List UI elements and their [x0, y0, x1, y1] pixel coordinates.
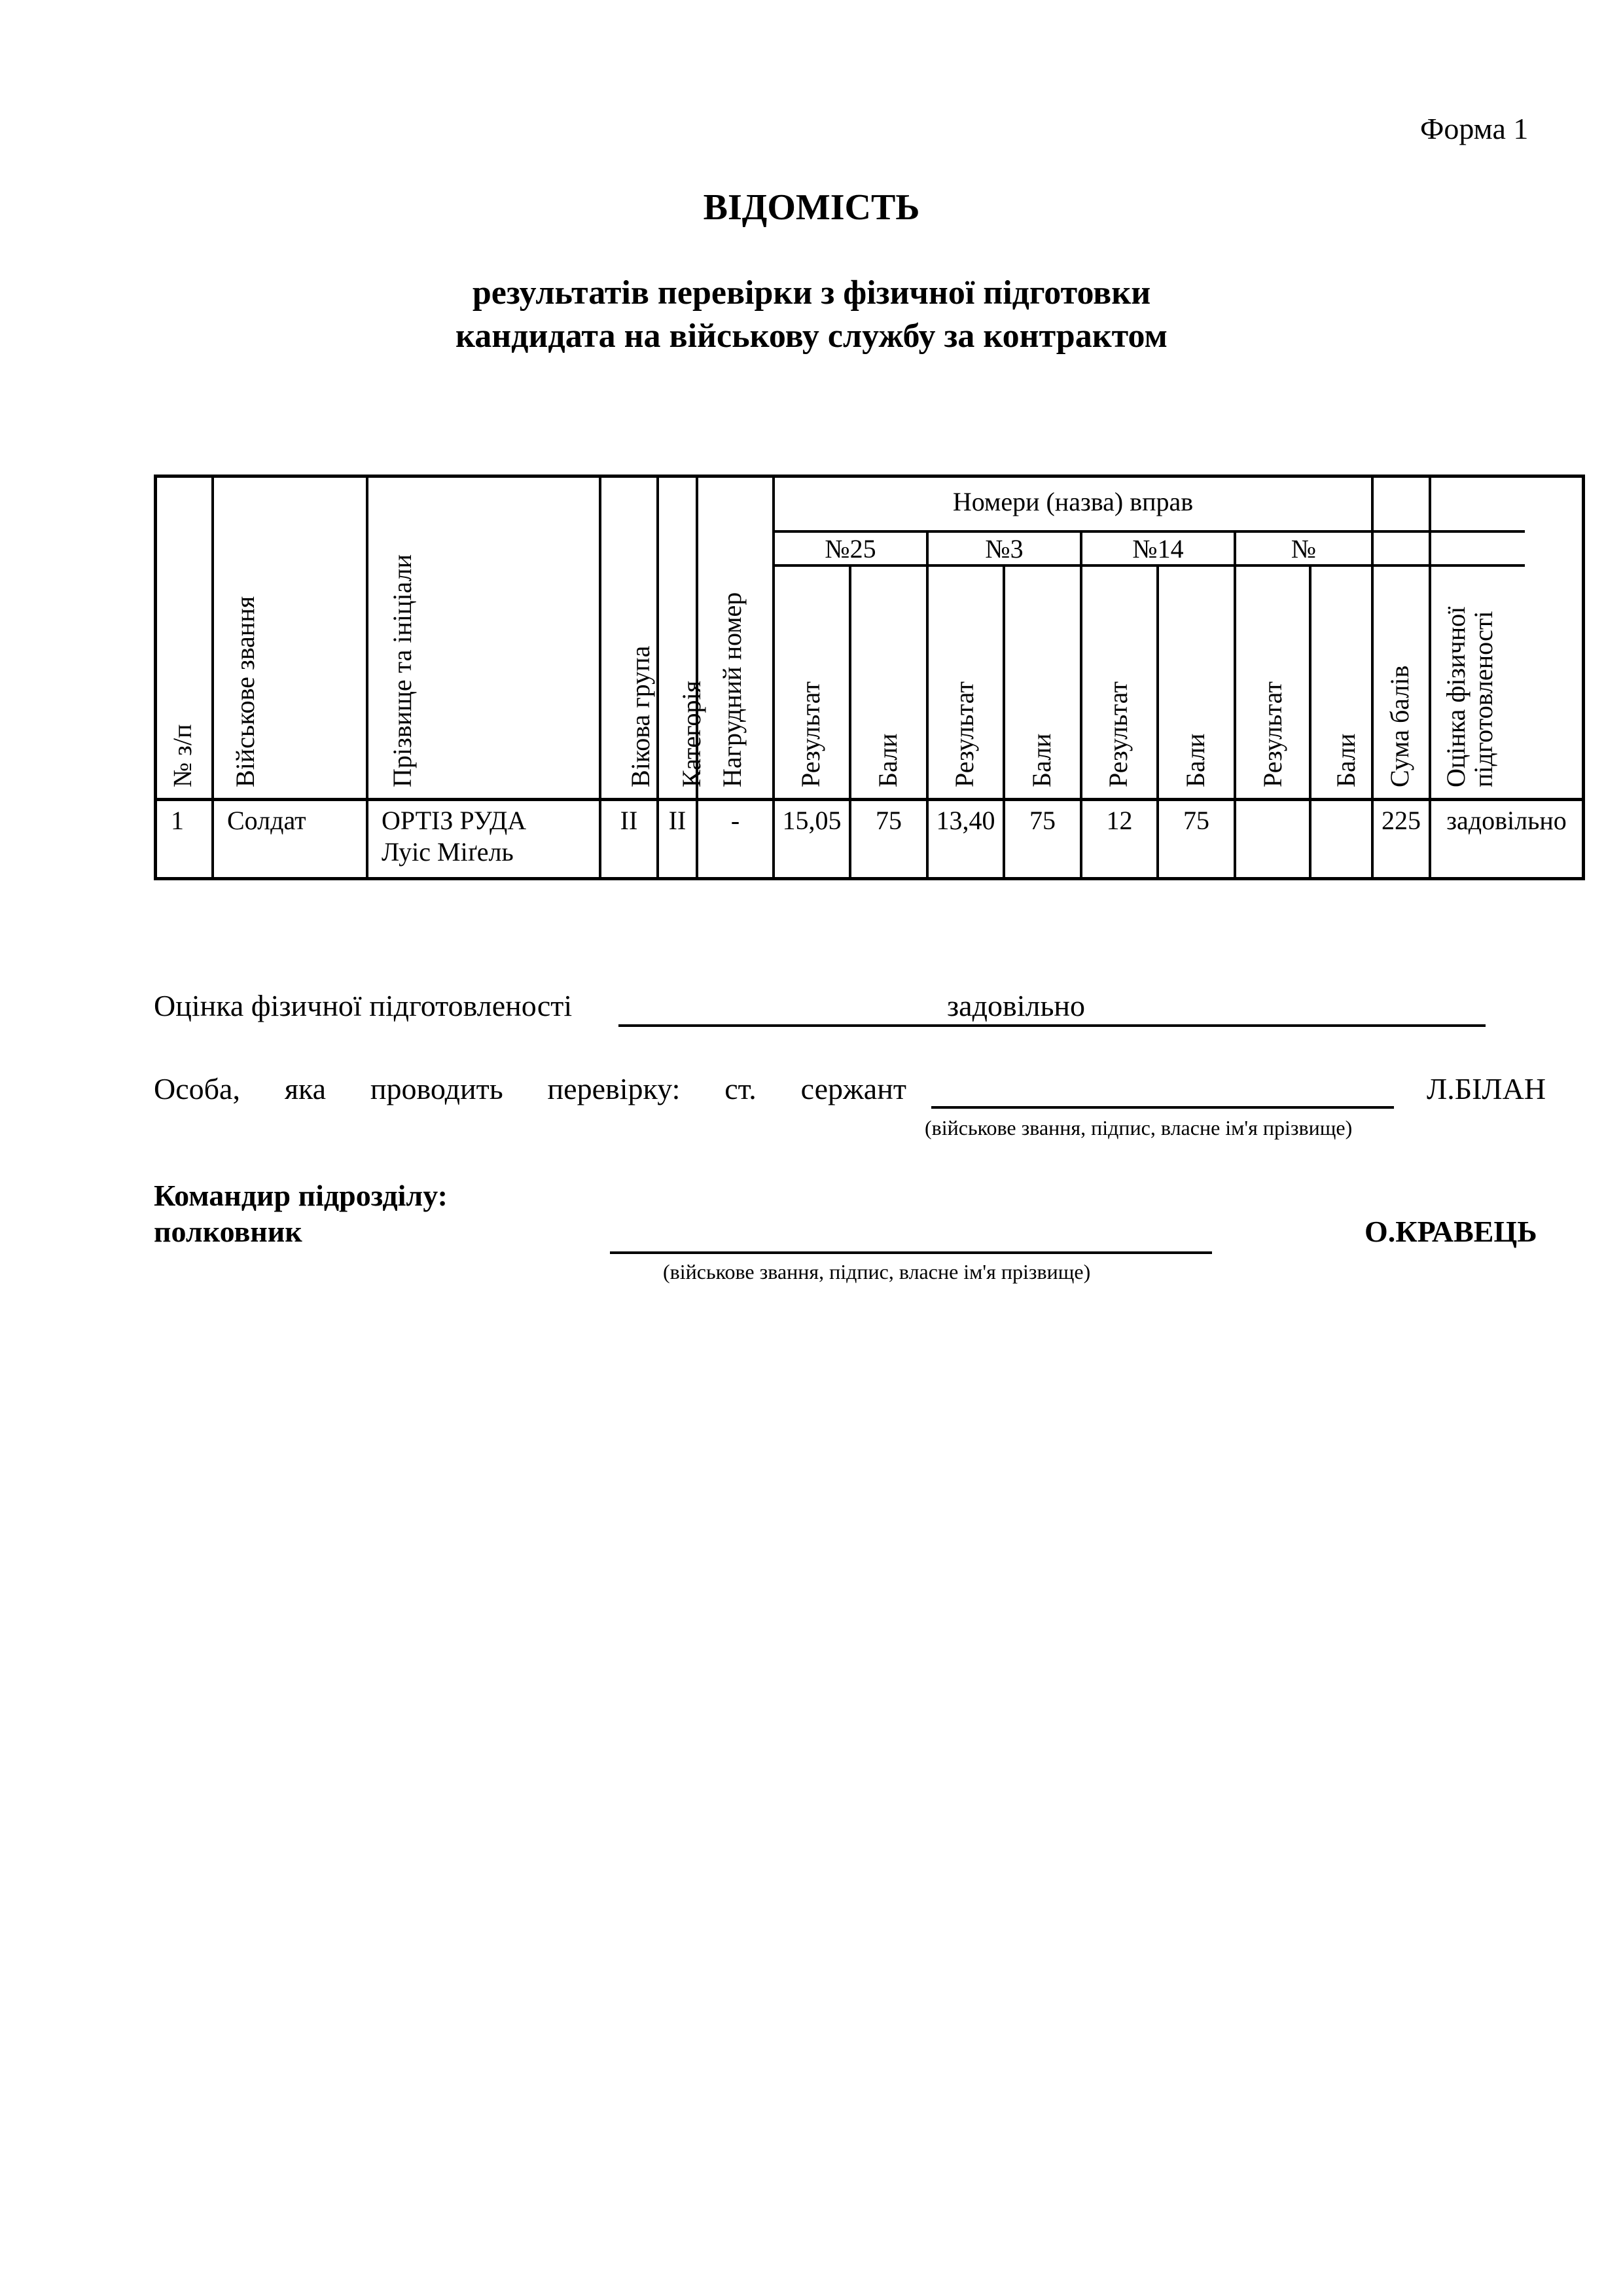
cell-age-group: II: [620, 806, 638, 835]
header-result: Результат: [796, 681, 825, 787]
inspector-signature-line: [931, 1106, 1394, 1109]
assessment-value: задовільно: [947, 989, 1086, 1022]
header-age-group: Вікова група: [626, 645, 655, 787]
header-category: Категорія: [677, 680, 706, 787]
cell-category: II: [668, 806, 687, 835]
header-points: Бали: [1331, 733, 1361, 787]
table-border-right: [1582, 475, 1585, 880]
header-divider-1: [772, 530, 1525, 533]
exercise-label: №3: [985, 534, 1024, 564]
table-border-left: [154, 475, 157, 880]
subtitle-line-1: результатів перевірки з фізичної підготовки: [472, 274, 1151, 312]
header-rank: Військове звання: [230, 596, 260, 787]
results-table: [154, 475, 1585, 880]
cell-result: 12: [1106, 806, 1133, 835]
header-assessment-line-2: підготовленості: [1469, 611, 1498, 787]
form-number: Форма 1: [1420, 112, 1529, 145]
cell-sum: 225: [1382, 806, 1421, 835]
inspector-word: ст.: [724, 1072, 757, 1105]
inspector-signature-hint: (військове звання, підпис, власне ім'я прізвище): [925, 1116, 1353, 1139]
exercise-label: №: [1291, 534, 1317, 564]
cell-points: 75: [1029, 806, 1056, 835]
header-divider-2: [772, 564, 1525, 567]
inspector-word: проводить: [370, 1072, 503, 1105]
commander-signature-line: [610, 1251, 1212, 1254]
header-points: Бали: [1181, 733, 1210, 787]
commander-name: О.КРАВЕЦЬ: [1364, 1215, 1537, 1248]
cell-assessment: задовільно: [1446, 806, 1567, 835]
commander-rank: полковник: [154, 1215, 302, 1248]
document-subtitle: [0, 272, 1623, 358]
header-bottom-line: [154, 798, 1585, 801]
column-divider: [211, 475, 214, 880]
header-exercises: Номери (назва) вправ: [952, 487, 1194, 516]
assessment-value-underline: [946, 1024, 1093, 1027]
cell-points: 75: [876, 806, 902, 835]
header-sum: Сума балів: [1385, 665, 1414, 787]
subtitle-line-2: кандидата на військову службу за контрактом: [455, 317, 1168, 355]
exercise-label: №25: [825, 534, 876, 564]
table-border-bottom: [154, 877, 1585, 880]
inspector-word: Особа,: [154, 1072, 240, 1105]
inspector-label: [154, 1071, 906, 1106]
assessment-label: Оцінка фізичної підготовленості: [154, 989, 573, 1022]
inspector-word: перевірку:: [547, 1072, 681, 1105]
inspector-name: Л.БІЛАН: [1427, 1072, 1546, 1105]
inspector-word: сержант: [800, 1072, 906, 1105]
cell-result: 13,40: [936, 806, 995, 835]
cell-rank: Солдат: [227, 806, 306, 835]
header-result: Результат: [950, 681, 979, 787]
document-title: ВІДОМІСТЬ: [703, 187, 920, 228]
cell-badge-number: -: [730, 806, 740, 835]
cell-name-line-2: Луіс Міґель: [382, 837, 514, 867]
header-assessment-line-1: Оцінка фізичної: [1441, 606, 1471, 787]
header-name: Прізвище та ініціали: [387, 554, 417, 787]
column-divider: [1309, 564, 1311, 880]
column-divider: [1234, 530, 1236, 880]
table-border-top: [154, 475, 1585, 478]
cell-points: 75: [1183, 806, 1209, 835]
header-result: Результат: [1258, 681, 1287, 787]
column-divider: [366, 475, 368, 880]
header-num: № з/п: [168, 724, 197, 787]
header-badge-number: Нагрудний номер: [717, 592, 747, 787]
cell-name-line-1: ОРТІЗ РУДА: [382, 806, 527, 835]
cell-result: 15,05: [782, 806, 842, 835]
commander-signature-hint: (військове звання, підпис, власне ім'я прізвище): [663, 1260, 1091, 1283]
header-points: Бали: [1027, 733, 1056, 787]
exercise-label: №14: [1132, 534, 1184, 564]
header-points: Бали: [873, 733, 902, 787]
commander-label: Командир підрозділу:: [154, 1179, 448, 1212]
inspector-word: яка: [284, 1072, 327, 1105]
cell-num: 1: [171, 806, 184, 835]
header-result: Результат: [1103, 681, 1133, 787]
